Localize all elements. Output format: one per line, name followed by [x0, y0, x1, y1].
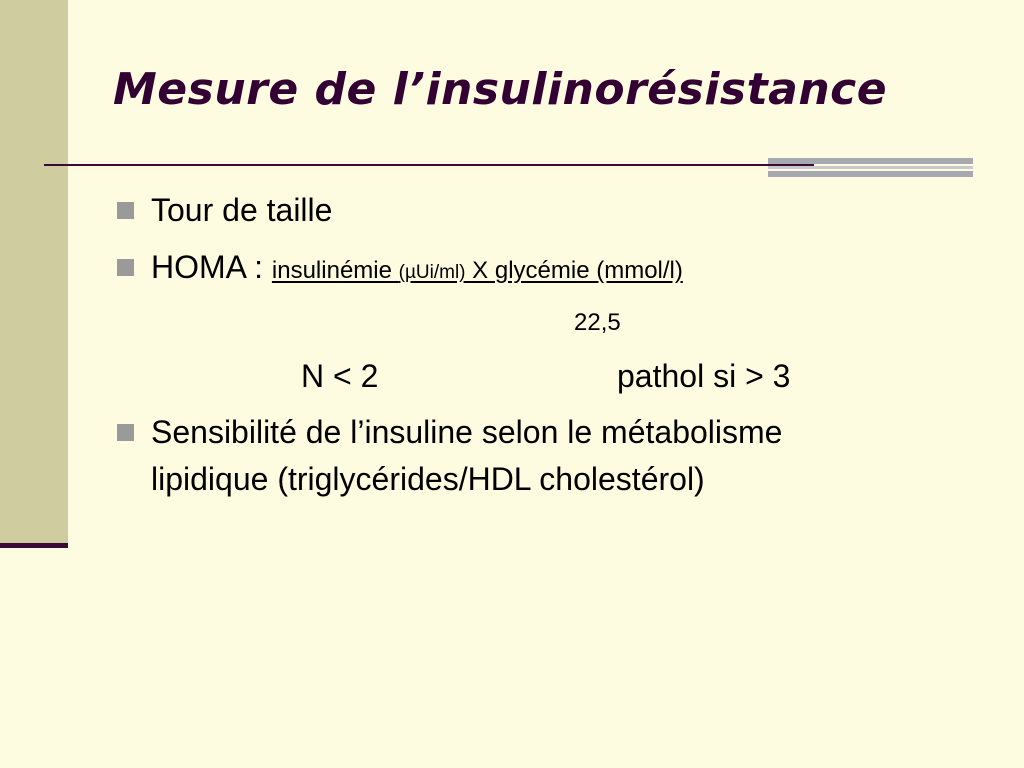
- homa-pathological-value: pathol si > 3: [617, 358, 791, 394]
- numerator-glycemie: X glycémie (mmol/l): [465, 257, 683, 284]
- left-band-rule: [0, 543, 68, 548]
- bullet-text-tour-de-taille: Tour de taille: [151, 192, 333, 228]
- bullet-text-sensibilite-line1: Sensibilité de l’insuline selon le métabolisme: [151, 414, 783, 450]
- homa-denominator: 22,5: [574, 309, 621, 336]
- bullet-text-sensibilite-line2: lipidique (triglycérides/HDL cholestérol): [151, 461, 705, 497]
- numerator-unit: (µUi/ml): [398, 262, 466, 283]
- title-divider: [44, 164, 814, 166]
- bullet-square-icon: [117, 202, 134, 219]
- accent-stripes: [768, 158, 973, 178]
- homa-numerator: [272, 257, 683, 284]
- bullet-square-icon: [117, 259, 134, 276]
- homa-formula: [151, 248, 683, 292]
- bullet-square-icon: [117, 424, 134, 441]
- numerator-insulinemie: insulinémie: [271, 257, 399, 284]
- homa-normal-value: N < 2: [301, 358, 379, 394]
- left-decorative-band: [0, 0, 68, 548]
- slide-title: Mesure de l’insulinorésistance: [113, 64, 888, 115]
- homa-label: HOMA :: [151, 249, 272, 285]
